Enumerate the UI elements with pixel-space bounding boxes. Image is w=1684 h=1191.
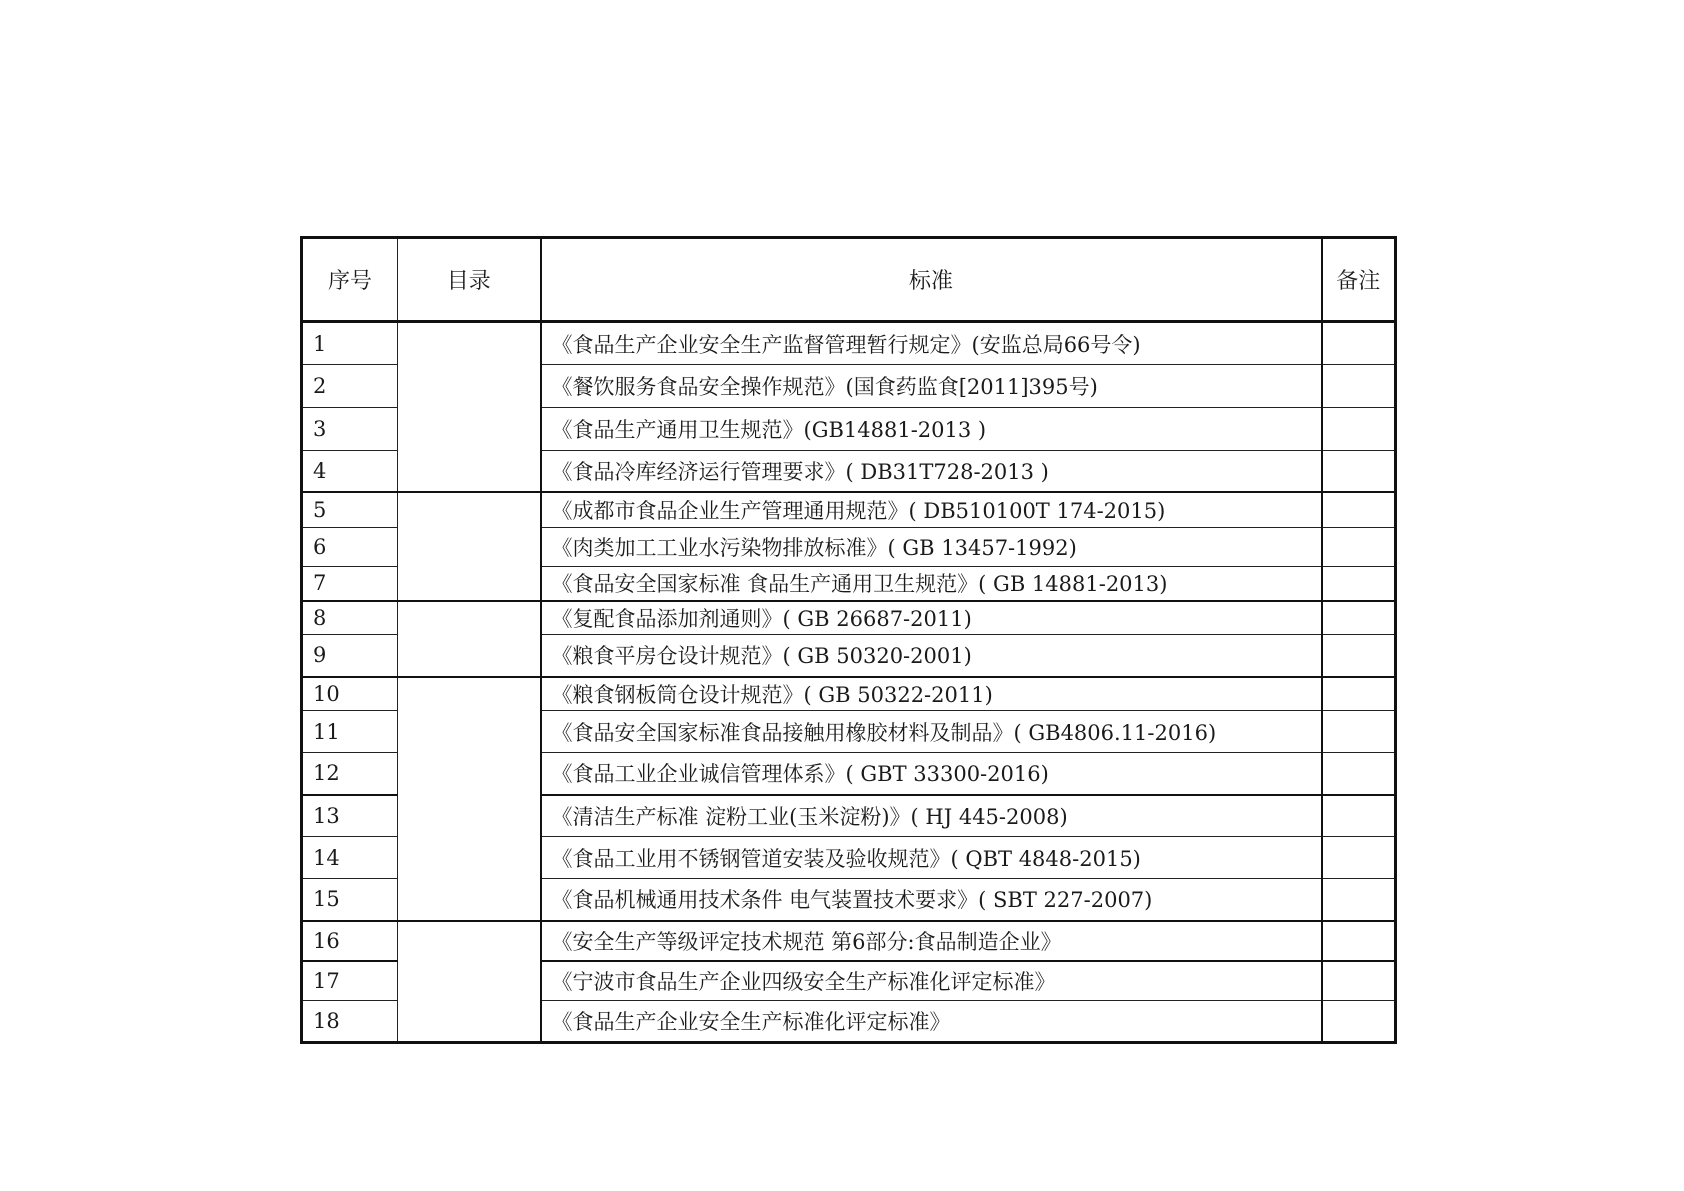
standard-cell: 《成都市食品企业生产管理通用规范》( DB510100T 174-2015)	[541, 492, 1322, 528]
standard-cell: 《宁波市食品生产企业四级安全生产标准化评定标准》	[541, 961, 1322, 1001]
row-number: 11	[302, 711, 398, 753]
standards-table	[300, 236, 1397, 1044]
table-row	[302, 492, 1396, 528]
standard-cell: 《食品生产企业安全生产监督管理暂行规定》(安监总局66号令)	[541, 322, 1322, 365]
row-number: 2	[302, 365, 398, 408]
header-standard: 标准	[541, 238, 1322, 322]
table-row	[302, 677, 1396, 711]
table-row	[302, 921, 1396, 961]
remark-cell	[1322, 677, 1396, 711]
standard-cell: 《食品工业用不锈钢管道安装及验收规范》( QBT 4848-2015)	[541, 837, 1322, 879]
header-remark: 备注	[1322, 238, 1396, 322]
row-number: 16	[302, 921, 398, 961]
remark-cell	[1322, 601, 1396, 635]
row-number: 13	[302, 795, 398, 837]
row-number: 18	[302, 1001, 398, 1043]
remark-cell	[1322, 528, 1396, 567]
row-number: 3	[302, 408, 398, 451]
remark-cell	[1322, 567, 1396, 601]
catalog-cell	[398, 601, 541, 677]
catalog-cell	[398, 921, 541, 1043]
remark-cell	[1322, 451, 1396, 492]
row-number: 8	[302, 601, 398, 635]
row-number: 6	[302, 528, 398, 567]
remark-cell	[1322, 635, 1396, 677]
table-row	[302, 601, 1396, 635]
header-catalog: 目录	[398, 238, 541, 322]
row-number: 9	[302, 635, 398, 677]
header-row	[302, 238, 1396, 322]
remark-cell	[1322, 795, 1396, 837]
row-number: 15	[302, 879, 398, 921]
row-number: 7	[302, 567, 398, 601]
row-number: 1	[302, 322, 398, 365]
standard-cell: 《安全生产等级评定技术规范 第6部分:食品制造企业》	[541, 921, 1322, 961]
row-number: 10	[302, 677, 398, 711]
standard-cell: 《食品安全国家标准食品接触用橡胶材料及制品》( GB4806.11-2016)	[541, 711, 1322, 753]
remark-cell	[1322, 879, 1396, 921]
standard-cell: 《肉类加工工业水污染物排放标准》( GB 13457-1992)	[541, 528, 1322, 567]
standard-cell: 《食品冷库经济运行管理要求》( DB31T728-2013 )	[541, 451, 1322, 492]
remark-cell	[1322, 753, 1396, 795]
remark-cell	[1322, 322, 1396, 365]
remark-cell	[1322, 408, 1396, 451]
row-number: 14	[302, 837, 398, 879]
remark-cell	[1322, 961, 1396, 1001]
standard-cell: 《食品工业企业诚信管理体系》( GBT 33300-2016)	[541, 753, 1322, 795]
standard-cell: 《食品安全国家标准 食品生产通用卫生规范》( GB 14881-2013)	[541, 567, 1322, 601]
standard-cell: 《食品机械通用技术条件 电气装置技术要求》( SBT 227-2007)	[541, 879, 1322, 921]
catalog-cell	[398, 322, 541, 492]
standard-cell: 《餐饮服务食品安全操作规范》(国食药监食[2011]395号)	[541, 365, 1322, 408]
standard-cell: 《清洁生产标准 淀粉工业(玉米淀粉)》( HJ 445-2008)	[541, 795, 1322, 837]
row-number: 4	[302, 451, 398, 492]
table-row	[302, 322, 1396, 365]
remark-cell	[1322, 837, 1396, 879]
standard-cell: 《粮食钢板筒仓设计规范》( GB 50322-2011)	[541, 677, 1322, 711]
standard-cell: 《食品生产通用卫生规范》(GB14881-2013 )	[541, 408, 1322, 451]
row-number: 5	[302, 492, 398, 528]
remark-cell	[1322, 492, 1396, 528]
header-seq: 序号	[302, 238, 398, 322]
standard-cell: 《粮食平房仓设计规范》( GB 50320-2001)	[541, 635, 1322, 677]
standard-cell: 《复配食品添加剂通则》( GB 26687-2011)	[541, 601, 1322, 635]
row-number: 12	[302, 753, 398, 795]
standard-cell: 《食品生产企业安全生产标准化评定标准》	[541, 1001, 1322, 1043]
remark-cell	[1322, 1001, 1396, 1043]
catalog-cell	[398, 677, 541, 921]
row-number: 17	[302, 961, 398, 1001]
remark-cell	[1322, 711, 1396, 753]
remark-cell	[1322, 921, 1396, 961]
catalog-cell	[398, 492, 541, 601]
remark-cell	[1322, 365, 1396, 408]
